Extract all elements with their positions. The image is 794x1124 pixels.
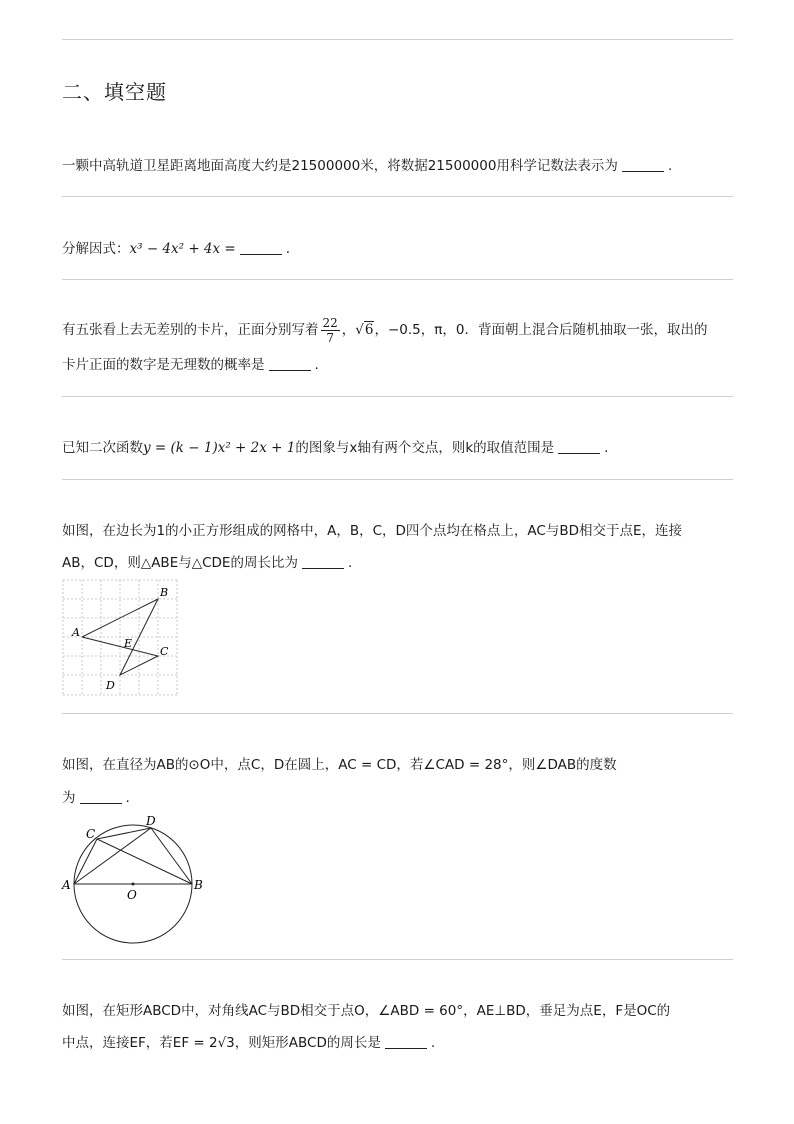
- question-6-line-2: 为 .: [62, 790, 130, 806]
- question-3-values: ，−0.5，π，0．背面朝上混合后随机抽取一张，取出的: [374, 322, 708, 338]
- answer-blank-2[interactable]: [240, 240, 282, 255]
- answer-blank-4[interactable]: [558, 439, 600, 454]
- question-2: 分解因式：x³ − 4x² + 4x = .: [62, 241, 291, 257]
- answer-blank-3[interactable]: [269, 356, 311, 371]
- question-7: 如图，在矩形ABCD中，对角线AC与BD相交于点O，∠ABD = 60°，AE⊥BD，垂足为点E，F是OC的: [62, 1003, 671, 1019]
- question-3: 有五张看上去无差别的卡片，正面分别写着 $\frac{22}{7}$ ，√6，−0.5，π，0．背面朝上混合后随机抽取一张，取出的: [62, 315, 708, 345]
- question-2-text: 分解因式：: [62, 241, 130, 257]
- divider-2: [62, 279, 733, 280]
- question-1: 一颗中高轨道卫星距离地面高度大约是21500000米，将数据21500000用科学记数法表示为 .: [62, 158, 673, 174]
- label-D: D: [106, 679, 115, 692]
- question-4-expression: y = (k − 1)x² + 2x + 1: [143, 440, 296, 456]
- answer-blank-1[interactable]: [622, 157, 664, 172]
- divider-1: [62, 196, 733, 197]
- question-4: 已知二次函数y = (k − 1)x² + 2x + 1的图象与x轴有两个交点，则k的取值范围是 .: [62, 440, 609, 456]
- label-A: A: [62, 878, 71, 892]
- question-1-text: 一颗中高轨道卫星距离地面高度大约是21500000米，将数据21500000用科学记数法表示为: [62, 158, 618, 174]
- question-3-text-a: 有五张看上去无差别的卡片，正面分别写着: [62, 322, 319, 338]
- label-A: A: [72, 626, 80, 639]
- divider-5: [62, 713, 733, 714]
- divider-6: [62, 959, 733, 960]
- question-2-expression: x³ − 4x² + 4x =: [129, 241, 236, 257]
- question-7-line-2: 中点，连接EF，若EF = 2√3，则矩形ABCD的周长是 .: [62, 1035, 436, 1051]
- answer-blank-6[interactable]: [80, 789, 122, 804]
- label-B: B: [194, 878, 203, 892]
- grid-figure: [62, 579, 178, 697]
- question-5: 如图，在边长为1的小正方形组成的网格中，A，B，C，D四个点均在格点上，AC与BD相交于点E，连接: [62, 523, 683, 539]
- circle-figure: [60, 812, 210, 947]
- label-C: C: [160, 645, 169, 658]
- sqrt-6: √6: [355, 322, 374, 338]
- answer-blank-5[interactable]: [302, 554, 344, 569]
- label-C: C: [86, 827, 96, 841]
- label-D: D: [146, 814, 156, 828]
- divider-3: [62, 396, 733, 397]
- answer-blank-7[interactable]: [385, 1034, 427, 1049]
- question-3-line-2: 卡片正面的数字是无理数的概率是 .: [62, 357, 319, 373]
- section-title: 二、填空题: [62, 80, 167, 104]
- fraction-22-7: $\frac{22}{7}$: [322, 315, 338, 345]
- label-E: E: [124, 637, 133, 650]
- divider-4: [62, 479, 733, 480]
- question-6: 如图，在直径为AB的⊙O中，点C，D在圆上，AC = CD，若∠CAD = 28°，则∠DAB的度数: [62, 757, 617, 773]
- label-B: B: [160, 586, 169, 599]
- label-O: O: [127, 888, 137, 902]
- question-5-line-2: AB，CD，则△ABE与△CDE的周长比为 .: [62, 555, 353, 571]
- top-divider: [62, 39, 733, 40]
